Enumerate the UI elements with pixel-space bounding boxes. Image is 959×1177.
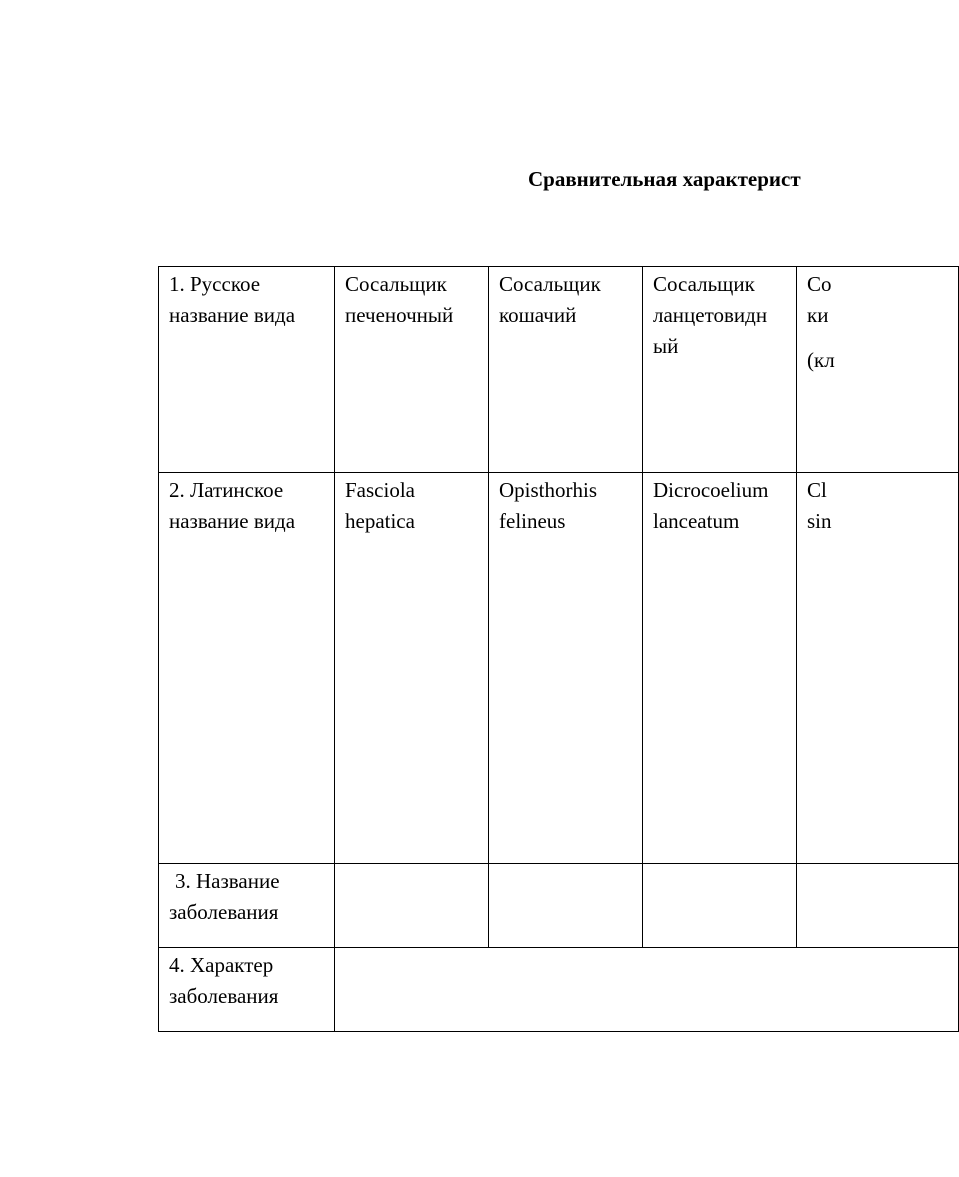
row-label-disease-character: 4. Характер заболевания: [159, 948, 335, 1032]
cell-cat-fluke-latin: Opisthorhis felineus: [489, 473, 643, 864]
row-label-latin-name: 2. Латинское название вида: [159, 473, 335, 864]
table-row-latin-name: [159, 473, 959, 864]
cell-disease-character-merged: [335, 948, 959, 1032]
cell-lancet-fluke-disease: [643, 864, 797, 948]
cell-liver-fluke-disease: [335, 864, 489, 948]
cell-cat-fluke-russian: Сосальщик кошачий: [489, 267, 643, 473]
comparison-table: [158, 266, 959, 1032]
partial-text-line: Со: [807, 272, 832, 296]
page-title: Сравнительная характерист: [528, 167, 801, 191]
cell-partial-latin: [797, 473, 959, 864]
partial-text-line: Cl: [807, 478, 827, 502]
cell-lancet-fluke-russian: Сосальщик ланцетовидн ый: [643, 267, 797, 473]
cell-partial-disease: [797, 864, 959, 948]
row-label-russian-name: 1. Русское название вида: [159, 267, 335, 473]
cell-liver-fluke-russian: Сосальщик печеночный: [335, 267, 489, 473]
cell-partial-russian: [797, 267, 959, 473]
cell-lancet-fluke-latin: Dicrocoelium lanceatum: [643, 473, 797, 864]
partial-text-line: ки: [807, 303, 829, 327]
table-row-disease-character: [159, 948, 959, 1032]
table-row-russian-name: [159, 267, 959, 473]
comparison-table-container: [158, 266, 835, 1032]
row-label-disease-name: 3. Название заболевания: [159, 864, 335, 948]
cell-liver-fluke-latin: Fasciola hepatica: [335, 473, 489, 864]
cell-cat-fluke-disease: [489, 864, 643, 948]
table-row-disease-name: [159, 864, 959, 948]
partial-text-line: sin: [807, 509, 832, 533]
partial-text-line: (кл: [807, 348, 835, 372]
